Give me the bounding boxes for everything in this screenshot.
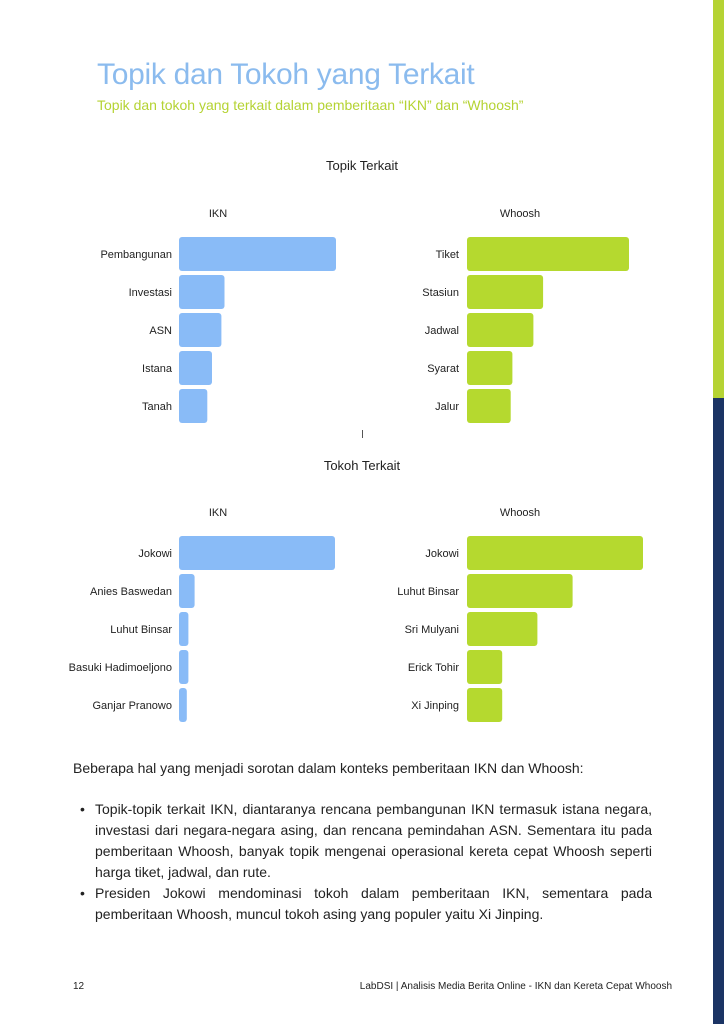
bar-label-tokoh-whoosh-2: Sri Mulyani — [404, 624, 459, 636]
bar-label-topik-ikn-4: Tanah — [142, 401, 172, 413]
bar-label-topik-ikn-0: Pembangunan — [100, 249, 172, 261]
bar-topik-ikn-1 — [179, 275, 225, 309]
bar-topik-whoosh-0 — [467, 237, 629, 271]
chart-title-topik-whoosh: Whoosh — [499, 208, 541, 220]
bar-topik-whoosh-2 — [467, 313, 533, 347]
chart-title-tokoh-whoosh: Whoosh — [499, 507, 541, 519]
highlight-list — [78, 799, 652, 925]
bar-label-topik-whoosh-2: Jadwal — [424, 325, 459, 337]
bar-topik-whoosh-4 — [467, 389, 511, 423]
bar-label-tokoh-ikn-1: Anies Baswedan — [90, 586, 172, 598]
bar-tokoh-ikn-1 — [179, 574, 195, 608]
page-title: Topik dan Tokoh yang Terkait — [97, 58, 475, 91]
body-intro: Beberapa hal yang menjadi sorotan dalam konteks pemberitaan IKN dan Whoosh: — [73, 760, 584, 776]
bar-topik-whoosh-1 — [467, 275, 543, 309]
bar-label-topik-whoosh-3: Syarat — [427, 363, 459, 375]
highlight-item: • Topik-topik terkait IKN, diantaranya rencana pembangunan IKN termasuk istana negara, investasi dari negara-negara asing, dan rencana pemindahan ASN. Sementara itu pada pemberitaan Whoosh, banyak topik mengenai operasional kereta cepat Whoosh seperti harga tiket, jadwal, dan rute. — [78, 799, 652, 883]
bar-topik-whoosh-3 — [467, 351, 512, 385]
bar-tokoh-whoosh-1 — [467, 574, 573, 608]
bar-label-topik-whoosh-1: Stasiun — [422, 287, 459, 299]
highlight-item: • Presiden Jokowi mendominasi tokoh dalam pemberitaan IKN, sementara pada pemberitaan Whoosh, muncul tokoh asing yang populer yaitu Xi Jinping. — [78, 883, 652, 925]
page-subtitle: Topik dan tokoh yang terkait dalam pemberitaan “IKN” dan “Whoosh” — [97, 97, 524, 113]
bar-topik-ikn-4 — [179, 389, 207, 423]
bar-label-topik-ikn-3: Istana — [142, 363, 172, 375]
footer-text: LabDSI | Analisis Media Berita Online - IKN dan Kereta Cepat Whoosh — [359, 981, 672, 992]
bar-label-tokoh-whoosh-1: Luhut Binsar — [397, 586, 459, 598]
bar-label-topik-whoosh-4: Jalur — [435, 401, 459, 413]
bar-label-tokoh-whoosh-0: Jokowi — [425, 548, 459, 560]
tokoh-section-title: Tokoh Terkait — [323, 458, 401, 473]
bar-topik-ikn-0 — [179, 237, 336, 271]
bar-topik-ikn-3 — [179, 351, 212, 385]
bar-tokoh-ikn-3 — [179, 650, 188, 684]
bar-label-topik-whoosh-0: Tiket — [435, 249, 459, 261]
bar-tokoh-whoosh-0 — [467, 536, 643, 570]
bar-tokoh-ikn-2 — [179, 612, 188, 646]
bar-topik-ikn-2 — [179, 313, 221, 347]
bar-tokoh-whoosh-4 — [467, 688, 502, 722]
bar-label-tokoh-ikn-3: Basuki Hadimoeljono — [68, 662, 172, 674]
chart-title-topik-ikn: IKN — [208, 208, 228, 220]
topik-section-title: Topik Terkait — [325, 158, 398, 173]
bar-tokoh-whoosh-2 — [467, 612, 537, 646]
bar-label-tokoh-whoosh-3: Erick Tohir — [407, 662, 459, 674]
bar-label-tokoh-ikn-2: Luhut Binsar — [110, 624, 172, 636]
page-number: 12 — [73, 981, 85, 992]
bar-tokoh-ikn-0 — [179, 536, 335, 570]
bar-label-topik-ikn-1: Investasi — [128, 287, 172, 299]
bar-label-tokoh-ikn-4: Ganjar Pranowo — [92, 700, 172, 712]
bar-label-tokoh-ikn-0: Jokowi — [138, 548, 172, 560]
bar-tokoh-ikn-4 — [179, 688, 187, 722]
chart-title-tokoh-ikn: IKN — [208, 507, 228, 519]
bar-label-topik-ikn-2: ASN — [149, 325, 172, 337]
bar-label-tokoh-whoosh-4: Xi Jinping — [411, 700, 459, 712]
bar-tokoh-whoosh-3 — [467, 650, 502, 684]
